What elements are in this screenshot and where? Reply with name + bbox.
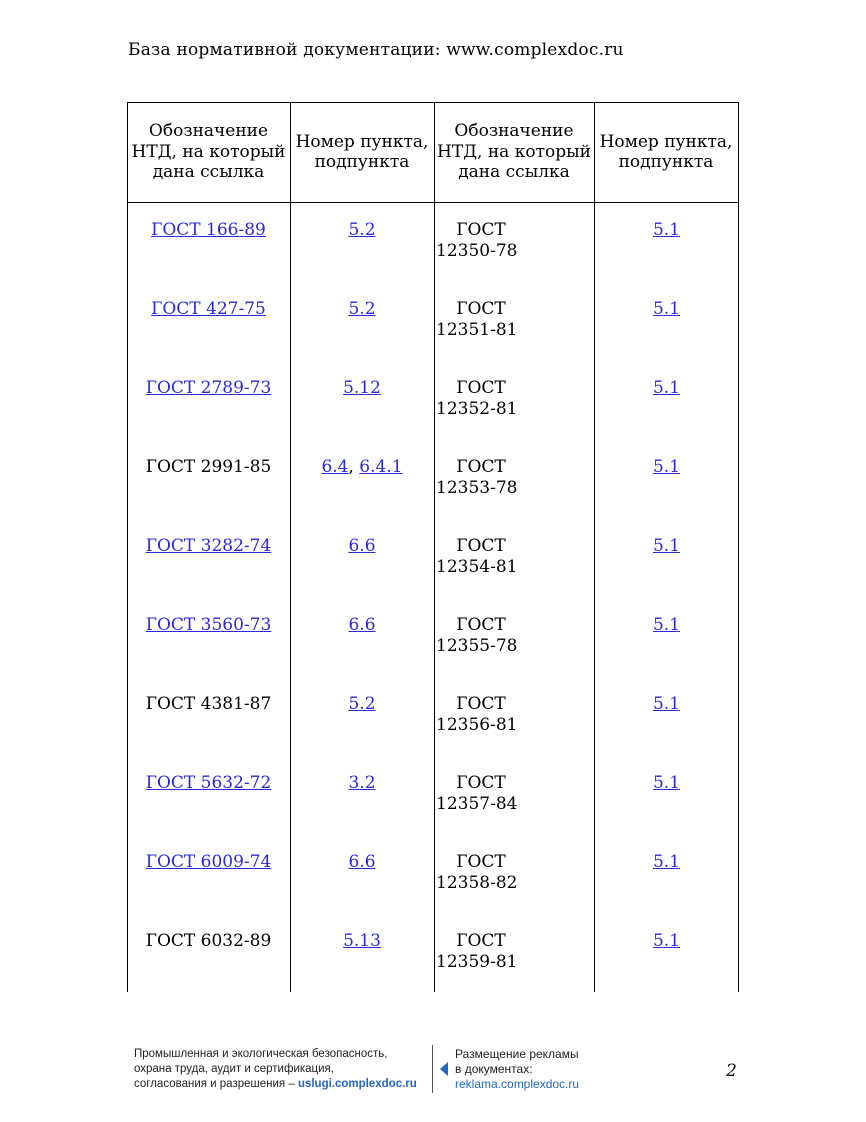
ntd-designation-link[interactable]: ГОСТ 166-89 <box>151 220 266 240</box>
ntd-designation-prefix: ГОСТ <box>456 694 506 714</box>
footer-services-line1: Промышленная и экологическая безопасность, <box>134 1048 388 1060</box>
footer-services-line3 <box>134 1077 417 1092</box>
clause-number-cell-2 <box>594 931 739 952</box>
ntd-designation-cell-2 <box>436 615 526 657</box>
clause-number-link[interactable]: 6.4 <box>321 457 349 477</box>
ntd-designation-prefix: ГОСТ <box>456 299 506 319</box>
ntd-designation-prefix: ГОСТ <box>456 615 506 635</box>
ntd-designation-link[interactable]: ГОСТ 2789-73 <box>145 378 272 398</box>
clause-number-cell <box>290 773 434 794</box>
ntd-designation-prefix: ГОСТ <box>456 457 506 477</box>
clause-number-link[interactable]: 5.1 <box>652 299 681 319</box>
clause-number-link[interactable]: 5.1 <box>652 852 681 872</box>
column-header-clause-2: Номер пункта, подпункта <box>599 131 733 172</box>
clause-number-cell <box>290 220 434 241</box>
table-row <box>127 518 739 597</box>
clause-number-cell <box>290 694 434 715</box>
clause-number-cell <box>290 378 434 399</box>
ntd-designation-cell-2 <box>436 220 526 262</box>
ntd-designation-cell-2 <box>436 536 526 578</box>
table-row <box>127 281 739 360</box>
ntd-designation-number: 12353-78 <box>436 478 518 498</box>
ntd-designation-cell <box>127 378 290 399</box>
clause-number-link[interactable]: 5.1 <box>652 773 681 793</box>
ntd-designation-number: 12355-78 <box>436 636 518 656</box>
ntd-designation-prefix: ГОСТ <box>456 220 506 240</box>
clause-separator: , <box>348 457 360 477</box>
footer-uslugi-link[interactable]: uslugi.complexdoc.ru <box>297 1078 417 1090</box>
ntd-designation-number: 12351-81 <box>436 320 518 340</box>
clause-number-link[interactable]: 6.6 <box>348 615 376 635</box>
ntd-designation-prefix: ГОСТ <box>456 931 506 951</box>
ntd-designation-number: 12352-81 <box>436 399 518 419</box>
clause-number-cell-2 <box>594 457 739 478</box>
clause-number-cell <box>290 615 434 636</box>
clause-number-link[interactable]: 6.4.1 <box>359 457 403 477</box>
ntd-designation-cell <box>127 220 290 241</box>
table-row <box>127 597 739 676</box>
footer-ad-line2: в документах: <box>455 1062 533 1076</box>
clause-number-link[interactable]: 5.2 <box>348 299 376 319</box>
clause-number-cell <box>290 931 434 952</box>
ntd-designation-number: 12350-78 <box>436 241 518 261</box>
clause-number-cell <box>290 536 434 557</box>
ntd-designation-number: 12354-81 <box>436 557 518 577</box>
page-header: База нормативной документации: www.complexdoc.ru <box>128 40 624 60</box>
footer-services-line3-text: согласования и разрешения – <box>134 1078 298 1090</box>
clause-number-link[interactable]: 6.6 <box>348 536 376 556</box>
ntd-designation-link[interactable]: ГОСТ 427-75 <box>151 299 266 319</box>
ntd-designation-link[interactable]: ГОСТ 5632-72 <box>145 773 272 793</box>
clause-number-link[interactable]: 6.6 <box>348 852 376 872</box>
table-row <box>127 913 739 992</box>
left-triangle-icon <box>440 1062 448 1076</box>
ntd-designation-prefix: ГОСТ <box>456 536 506 556</box>
table-row <box>127 202 739 281</box>
column-header-clause-1: Номер пункта, подпункта <box>295 131 429 172</box>
column-header-ntd-2: Обозначение НТД, на который дана ссылка <box>437 121 591 183</box>
ntd-designation-cell <box>127 694 290 715</box>
ntd-designation-cell <box>127 931 290 952</box>
ntd-designation-cell-2 <box>436 299 526 341</box>
ntd-designation-link[interactable]: ГОСТ 3560-73 <box>145 615 272 635</box>
clause-number-link[interactable]: 5.13 <box>343 931 381 951</box>
ntd-designation-text: ГОСТ 2991-85 <box>145 457 272 477</box>
ntd-designation-cell-2 <box>436 457 526 499</box>
ntd-designation-cell <box>127 773 290 794</box>
clause-number-cell-2 <box>594 378 739 399</box>
clause-number-cell-2 <box>594 694 739 715</box>
page-number: 2 <box>726 1061 737 1081</box>
ntd-designation-cell-2 <box>436 931 526 973</box>
clause-number-cell-2 <box>594 773 739 794</box>
clause-number-link[interactable]: 5.2 <box>348 694 376 714</box>
footer-advertising <box>455 1047 579 1092</box>
clause-number-cell-2 <box>594 299 739 320</box>
ntd-designation-number: 12356-81 <box>436 715 518 735</box>
clause-number-link[interactable]: 5.1 <box>652 931 681 951</box>
column-header-ntd-1: Обозначение НТД, на который дана ссылка <box>131 121 286 183</box>
clause-number-link[interactable]: 5.12 <box>343 378 381 398</box>
table-row <box>127 755 739 834</box>
ntd-designation-cell-2 <box>436 378 526 420</box>
clause-number-cell <box>290 457 434 478</box>
ntd-designation-number: 12357-84 <box>436 794 518 814</box>
footer-services <box>134 1047 417 1092</box>
table-row <box>127 834 739 913</box>
ntd-designation-prefix: ГОСТ <box>456 852 506 872</box>
ntd-designation-prefix: ГОСТ <box>456 773 506 793</box>
clause-number-link[interactable]: 5.1 <box>652 615 681 635</box>
clause-number-link[interactable]: 5.1 <box>652 694 681 714</box>
ntd-designation-number: 12359-81 <box>436 952 518 972</box>
clause-number-link[interactable]: 3.2 <box>348 773 376 793</box>
footer-ad-line1: Размещение рекламы <box>455 1047 579 1061</box>
ntd-designation-cell <box>127 615 290 636</box>
clause-number-link[interactable]: 5.1 <box>652 536 681 556</box>
ntd-designation-link[interactable]: ГОСТ 6009-74 <box>145 852 272 872</box>
clause-number-cell <box>290 299 434 320</box>
clause-number-link[interactable]: 5.1 <box>652 457 681 477</box>
ntd-designation-cell-2 <box>436 852 526 894</box>
table-row <box>127 439 739 518</box>
footer-reklama-link[interactable]: reklama.complexdoc.ru <box>455 1077 580 1091</box>
clause-number-cell <box>290 852 434 873</box>
ntd-designation-prefix: ГОСТ <box>456 378 506 398</box>
footer-services-line2: охрана труда, аудит и сертификация, <box>134 1063 334 1075</box>
table-row <box>127 676 739 755</box>
ntd-designation-cell-2 <box>436 694 526 736</box>
ntd-designation-cell-2 <box>436 773 526 815</box>
clause-number-link[interactable]: 5.1 <box>652 378 681 398</box>
clause-number-link[interactable]: 5.2 <box>348 220 376 240</box>
ntd-designation-number: 12358-82 <box>436 873 518 893</box>
reference-table <box>127 102 739 992</box>
clause-number-cell-2 <box>594 536 739 557</box>
clause-number-link[interactable]: 5.1 <box>652 220 681 240</box>
clause-number-cell-2 <box>594 220 739 241</box>
table-row <box>127 360 739 439</box>
ntd-designation-cell <box>127 852 290 873</box>
clause-number-cell-2 <box>594 852 739 873</box>
ntd-designation-cell <box>127 536 290 557</box>
ntd-designation-cell <box>127 299 290 320</box>
footer-divider <box>432 1045 433 1093</box>
ntd-designation-link[interactable]: ГОСТ 3282-74 <box>145 536 272 556</box>
clause-number-cell-2 <box>594 615 739 636</box>
ntd-designation-text: ГОСТ 6032-89 <box>145 931 272 951</box>
ntd-designation-cell <box>127 457 290 478</box>
ntd-designation-text: ГОСТ 4381-87 <box>145 694 272 714</box>
